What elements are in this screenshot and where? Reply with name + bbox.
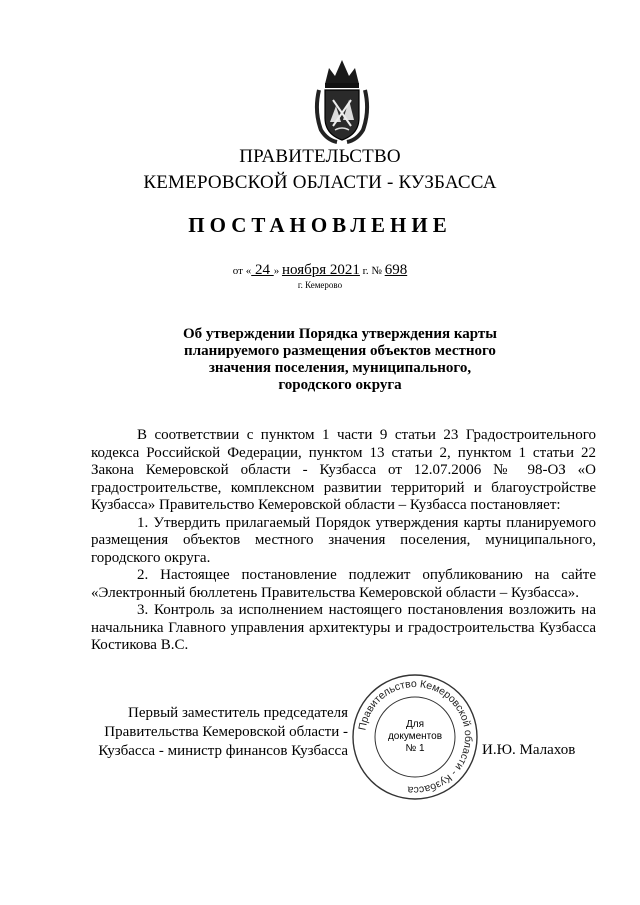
stamp-center-line: документов — [387, 731, 443, 742]
subject-line: значения поселения, муниципального, — [208, 360, 472, 376]
stamp-center-text — [351, 719, 479, 755]
stamp-center-line: Для — [405, 719, 425, 730]
clause-1-paragraph: 1. Утвердить прилагаемый Порядок утверждения карты планируемого размещения объектов местного значения поселения, муниципального, городского округа. — [91, 514, 596, 566]
date-mid: » — [273, 265, 282, 277]
date-prefix: от « — [232, 265, 252, 277]
stamp-center-line: № 1 — [405, 743, 425, 754]
position-line: Кузбасса - министр финансов Кузбасса — [98, 743, 348, 759]
government-name-line2: КЕМЕРОВСКОЙ ОБЛАСТИ - КУЗБАССА — [143, 172, 497, 193]
clause-3-paragraph: 3. Контроль за исполнением настоящего постановления возложить на начальника Главного управления архитектуры и градостроительства Кузбасса Костикова В.С. — [91, 602, 596, 653]
decree-date-line — [0, 262, 640, 279]
signatory-name: И.Ю. Малахов — [482, 742, 576, 758]
decree-city: г. Кемерово — [297, 280, 343, 290]
subject-line: городского округа — [278, 377, 402, 393]
decree-month-year: ноября 2021 — [281, 262, 360, 278]
decree-day: 24 — [251, 262, 274, 278]
stamp-ring-text: Правительство Кемеровской области - Кузбасса — [356, 677, 475, 797]
decree-subject — [140, 326, 540, 394]
kemerovo-coat-of-arms-icon — [313, 56, 371, 144]
position-line: Правительства Кемеровской области - — [104, 724, 348, 740]
decree-body — [91, 427, 596, 655]
date-year-suffix: г. № — [359, 265, 382, 277]
subject-line: Об утверждении Порядка утверждения карты — [183, 326, 497, 342]
subject-line: планируемого размещения объектов местного — [184, 343, 496, 359]
government-name-line1: ПРАВИТЕЛЬСТВО — [239, 146, 401, 167]
clause-2-paragraph: 2. Настоящее постановление подлежит опубликованию на сайте «Электронный бюллетень Правительства Кемеровской области – Кузбасса». — [91, 567, 596, 601]
decree-number: 698 — [384, 262, 408, 278]
decree-title: ПОСТАНОВЛЕНИЕ — [188, 213, 452, 237]
signatory-position — [88, 704, 348, 761]
preamble-paragraph: В соответствии с пунктом 1 части 9 статьи 23 Градостроительного кодекса Российской Федерации, пунктом 13 статьи 2, пунктом 1 статьи 22 Закона Кемеровской области - Кузбасса от 12.07.2006 № 98-ОЗ «О градостроительстве, комплексном развитии территорий и благоустройстве Кузбасса» Правительство Кемеровской области – Кузбасса постановляет: — [91, 427, 596, 513]
position-line: Первый заместитель председателя — [128, 705, 348, 721]
